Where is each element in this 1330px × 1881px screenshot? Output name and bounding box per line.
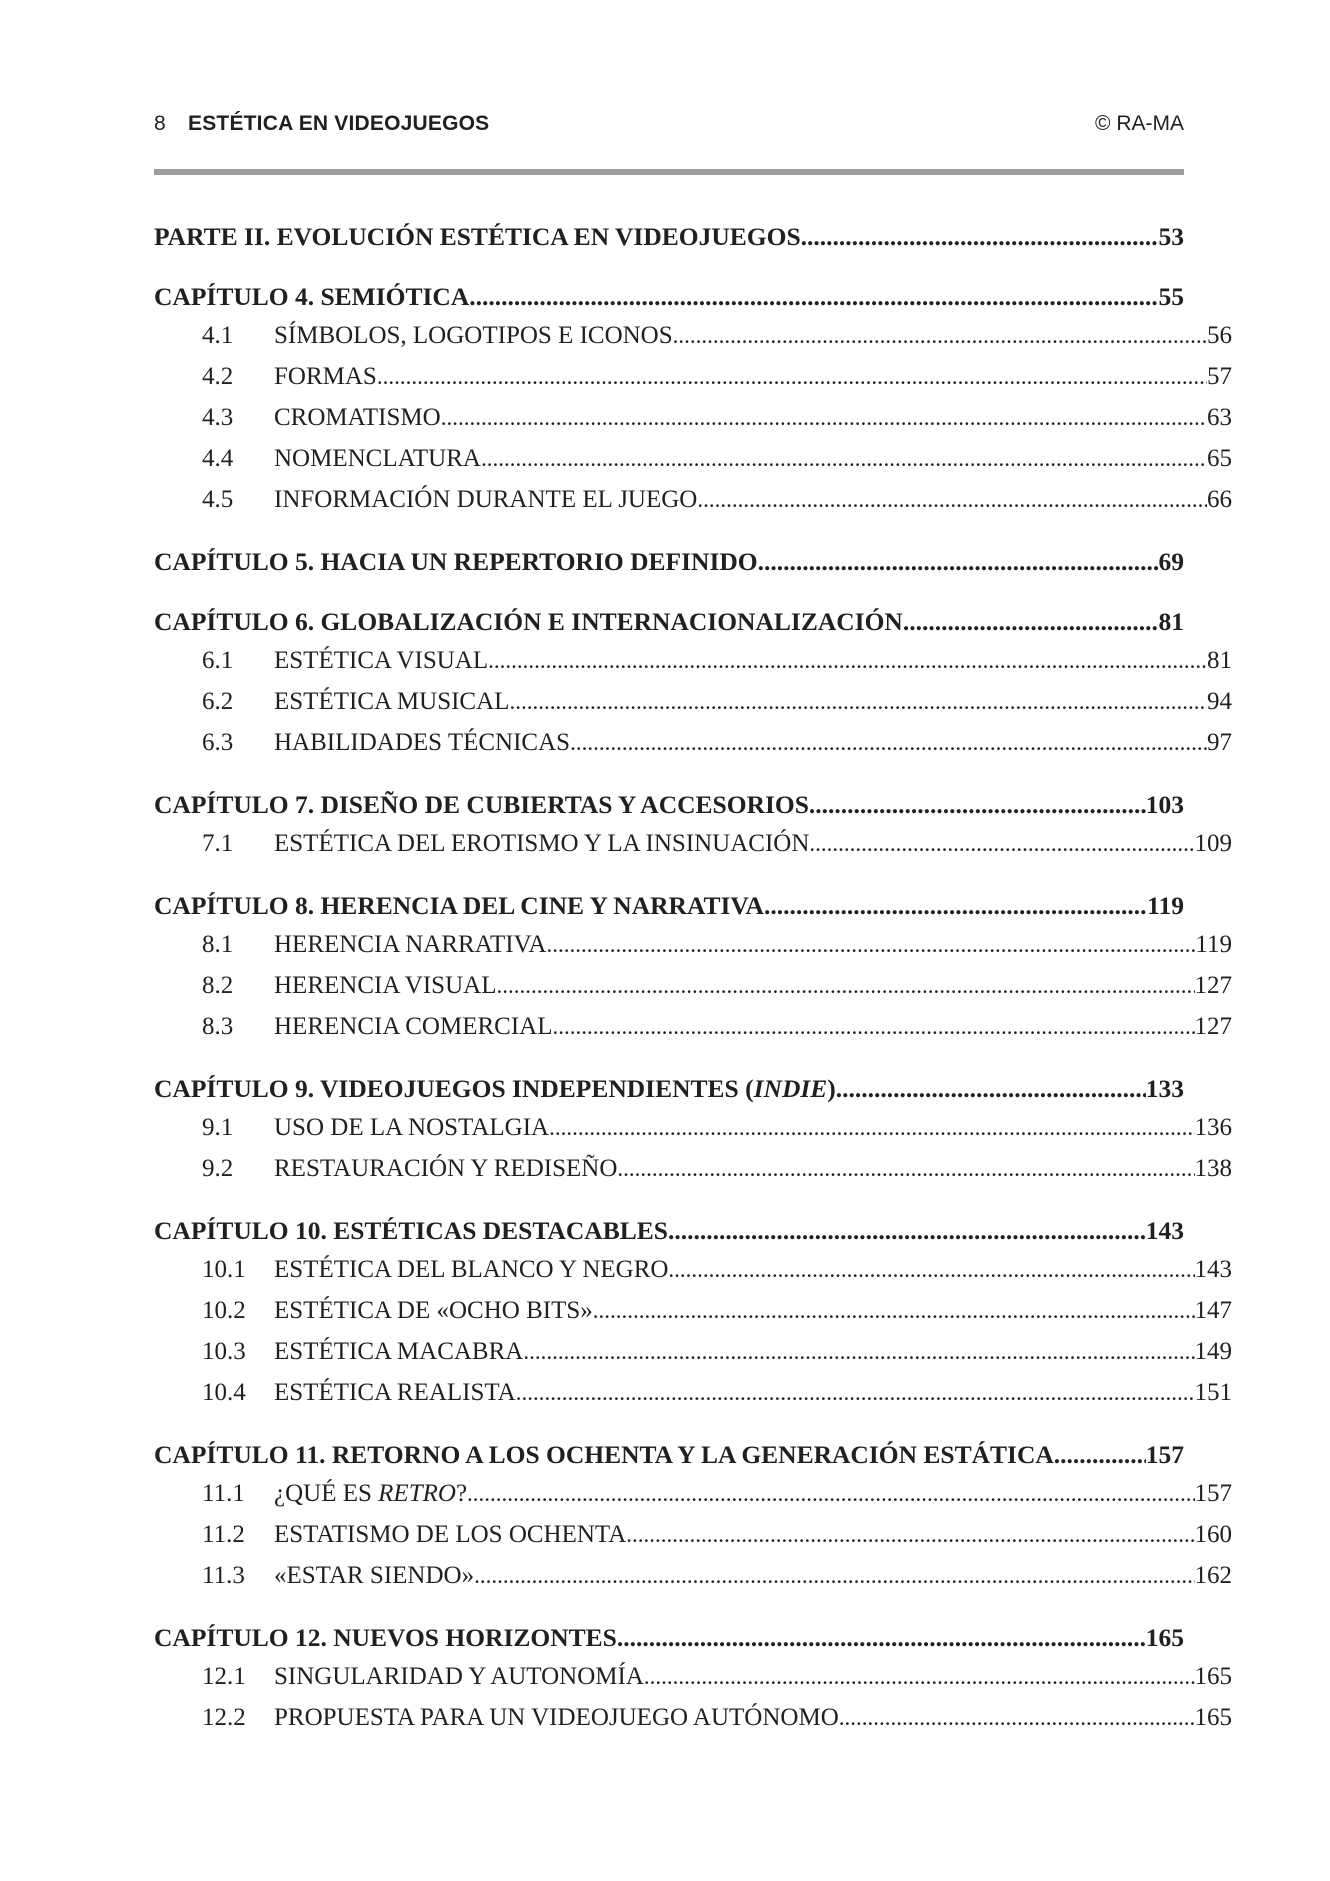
section-title: SÍMBOLOS, LOGOTIPOS E ICONOS — [274, 315, 673, 356]
dot-leader — [668, 1249, 1194, 1290]
dot-leader — [1054, 1436, 1146, 1473]
section-number: 7.1 — [202, 830, 234, 857]
dot-leader — [546, 924, 1195, 965]
section-page: 151 — [1195, 1372, 1233, 1413]
toc-section-entry — [154, 315, 1232, 356]
section-page: 157 — [1195, 1473, 1233, 1514]
section-number: 4.2 — [202, 363, 234, 390]
section-page: 97 — [1207, 722, 1232, 763]
dot-leader — [617, 1619, 1146, 1656]
toc-section-entry — [154, 640, 1232, 681]
toc-section-entry — [154, 356, 1232, 397]
chapter-page: 157 — [1146, 1436, 1184, 1473]
toc-chapter-entry — [154, 278, 1184, 315]
dot-leader — [673, 315, 1207, 356]
section-page: 149 — [1195, 1331, 1233, 1372]
section-title: HERENCIA COMERCIAL — [274, 1006, 552, 1047]
section-number: 12.1 — [202, 1663, 246, 1690]
chapter-title: CAPÍTULO 4. SEMIÓTICA — [154, 278, 469, 315]
section-page: 81 — [1207, 640, 1232, 681]
toc-section-entry — [154, 1697, 1232, 1738]
toc-section-entry — [154, 479, 1232, 520]
header-rule — [154, 169, 1184, 175]
toc-chapter-entry — [154, 543, 1184, 580]
chapter-title: CAPÍTULO 5. HACIA UN REPERTORIO DEFINIDO — [154, 543, 758, 580]
section-page: 165 — [1195, 1656, 1233, 1697]
toc-section-entry — [154, 722, 1232, 763]
dot-leader — [516, 1372, 1195, 1413]
toc-section-entry — [154, 924, 1232, 965]
chapter-title: CAPÍTULO 9. VIDEOJUEGOS INDEPENDIENTES (INDIE) — [154, 1070, 836, 1107]
dot-leader — [481, 438, 1207, 479]
toc-chapter-entry — [154, 1619, 1184, 1656]
section-number: 6.3 — [202, 729, 234, 756]
toc-chapter-entry — [154, 1436, 1184, 1473]
chapter-title: CAPÍTULO 8. HERENCIA DEL CINE Y NARRATIVA — [154, 887, 764, 924]
section-title: HABILIDADES TÉCNICAS — [274, 722, 570, 763]
toc-section-entry — [154, 1555, 1232, 1596]
chapter-page: 81 — [1159, 603, 1185, 640]
toc-section-entry — [154, 1006, 1232, 1047]
toc-chapter-entry — [154, 1070, 1184, 1107]
section-title: USO DE LA NOSTALGIA — [274, 1107, 549, 1148]
toc-chapter-entry — [154, 786, 1184, 823]
toc-chapter-entry — [154, 887, 1184, 924]
dot-leader — [474, 1555, 1194, 1596]
chapter-title: CAPÍTULO 11. RETORNO A LOS OCHENTA Y LA GENERACIÓN ESTÁTICA — [154, 1436, 1054, 1473]
dot-leader — [469, 278, 1158, 315]
section-title: RESTAURACIÓN Y REDISEÑO — [274, 1148, 617, 1189]
section-number: 11.2 — [202, 1521, 245, 1548]
table-of-contents — [154, 218, 1232, 1738]
section-page: 136 — [1195, 1107, 1233, 1148]
toc-chapter-entry — [154, 218, 1184, 255]
chapter-page: 103 — [1146, 786, 1184, 823]
section-number: 4.3 — [202, 404, 234, 431]
chapter-page: 119 — [1147, 887, 1184, 924]
section-number: 4.5 — [202, 486, 234, 513]
section-number: 6.1 — [202, 647, 234, 674]
section-page: 94 — [1207, 681, 1232, 722]
toc-section-entry — [154, 1514, 1232, 1555]
dot-leader — [809, 786, 1146, 823]
dot-leader — [903, 603, 1159, 640]
section-title: NOMENCLATURA — [274, 438, 481, 479]
section-number: 8.3 — [202, 1013, 234, 1040]
section-page: 109 — [1195, 823, 1233, 864]
section-page: 127 — [1195, 1006, 1233, 1047]
section-title: INFORMACIÓN DURANTE EL JUEGO — [274, 479, 697, 520]
section-page: 57 — [1207, 356, 1232, 397]
chapter-page: 133 — [1146, 1070, 1184, 1107]
dot-leader — [549, 1107, 1194, 1148]
dot-leader — [668, 1212, 1146, 1249]
dot-leader — [467, 1473, 1194, 1514]
publisher-copyright: © RA-MA — [1095, 112, 1184, 135]
section-number: 10.3 — [202, 1338, 246, 1365]
section-page: 160 — [1195, 1514, 1233, 1555]
toc-section-entry — [154, 681, 1232, 722]
section-title: ESTÉTICA DE «OCHO BITS» — [274, 1290, 593, 1331]
dot-leader — [570, 722, 1207, 763]
dot-leader — [764, 887, 1147, 924]
section-number: 8.2 — [202, 972, 234, 999]
dot-leader — [626, 1514, 1194, 1555]
section-number: 4.1 — [202, 322, 234, 349]
chapter-title: CAPÍTULO 12. NUEVOS HORIZONTES — [154, 1619, 617, 1656]
section-title: CROMATISMO — [274, 397, 441, 438]
section-title: ¿QUÉ ES RETRO? — [274, 1473, 467, 1514]
dot-leader — [617, 1148, 1194, 1189]
dot-leader — [809, 823, 1194, 864]
toc-section-entry — [154, 965, 1232, 1006]
section-title: HERENCIA VISUAL — [274, 965, 496, 1006]
running-header — [154, 108, 1184, 142]
toc-section-entry — [154, 1107, 1232, 1148]
toc-section-entry — [154, 397, 1232, 438]
section-number: 8.1 — [202, 931, 234, 958]
page-number: 8 — [154, 112, 166, 135]
toc-chapter-entry — [154, 1212, 1184, 1249]
dot-leader — [758, 543, 1159, 580]
section-number: 9.1 — [202, 1114, 234, 1141]
dot-leader — [377, 356, 1207, 397]
dot-leader — [836, 1070, 1146, 1107]
dot-leader — [496, 965, 1194, 1006]
section-title: ESTÉTICA REALISTA — [274, 1372, 516, 1413]
section-number: 10.2 — [202, 1297, 246, 1324]
section-number: 11.3 — [202, 1562, 245, 1589]
toc-section-entry — [154, 1372, 1232, 1413]
section-title: ESTÉTICA MACABRA — [274, 1331, 523, 1372]
chapter-title: CAPÍTULO 6. GLOBALIZACIÓN E INTERNACIONALIZACIÓN — [154, 603, 903, 640]
chapter-page: 55 — [1159, 278, 1185, 315]
section-number: 6.2 — [202, 688, 234, 715]
toc-section-entry — [154, 823, 1232, 864]
section-title: SINGULARIDAD Y AUTONOMÍA — [274, 1656, 644, 1697]
section-page: 63 — [1207, 397, 1232, 438]
section-page: 127 — [1195, 965, 1233, 1006]
section-page: 65 — [1207, 438, 1232, 479]
section-page: 147 — [1195, 1290, 1233, 1331]
section-title: FORMAS — [274, 356, 377, 397]
section-page: 138 — [1195, 1148, 1233, 1189]
dot-leader — [644, 1656, 1195, 1697]
toc-section-entry — [154, 1290, 1232, 1331]
book-title: ESTÉTICA EN VIDEOJUEGOS — [188, 112, 490, 135]
section-number: 10.1 — [202, 1256, 246, 1283]
section-title: HERENCIA NARRATIVA — [274, 924, 546, 965]
toc-chapter-entry — [154, 603, 1184, 640]
section-page: 165 — [1195, 1697, 1233, 1738]
section-page: 119 — [1195, 924, 1232, 965]
chapter-page: 165 — [1146, 1619, 1184, 1656]
section-number: 4.4 — [202, 445, 234, 472]
dot-leader — [801, 218, 1159, 255]
dot-leader — [523, 1331, 1194, 1372]
dot-leader — [839, 1697, 1195, 1738]
dot-leader — [488, 640, 1207, 681]
section-title: «ESTAR SIENDO» — [274, 1555, 474, 1596]
dot-leader — [552, 1006, 1194, 1047]
toc-section-entry — [154, 438, 1232, 479]
section-title: ESTÉTICA DEL EROTISMO Y LA INSINUACIÓN — [274, 823, 809, 864]
section-title: ESTÉTICA MUSICAL — [274, 681, 509, 722]
dot-leader — [593, 1290, 1195, 1331]
section-title: ESTÉTICA DEL BLANCO Y NEGRO — [274, 1249, 668, 1290]
chapter-title: PARTE II. EVOLUCIÓN ESTÉTICA EN VIDEOJUEGOS — [154, 218, 801, 255]
chapter-title: CAPÍTULO 10. ESTÉTICAS DESTACABLES — [154, 1212, 668, 1249]
section-number: 12.2 — [202, 1704, 246, 1731]
toc-section-entry — [154, 1656, 1232, 1697]
toc-section-entry — [154, 1148, 1232, 1189]
toc-section-entry — [154, 1249, 1232, 1290]
dot-leader — [509, 681, 1207, 722]
toc-section-entry — [154, 1473, 1232, 1514]
dot-leader — [441, 397, 1207, 438]
toc-section-entry — [154, 1331, 1232, 1372]
dot-leader — [697, 479, 1207, 520]
section-title: ESTATISMO DE LOS OCHENTA — [274, 1514, 626, 1555]
section-page: 66 — [1207, 479, 1232, 520]
chapter-page: 143 — [1146, 1212, 1184, 1249]
section-title: ESTÉTICA VISUAL — [274, 640, 488, 681]
chapter-title: CAPÍTULO 7. DISEÑO DE CUBIERTAS Y ACCESORIOS — [154, 786, 809, 823]
section-page: 56 — [1207, 315, 1232, 356]
section-number: 10.4 — [202, 1379, 246, 1406]
section-number: 9.2 — [202, 1155, 234, 1182]
section-page: 162 — [1195, 1555, 1233, 1596]
section-page: 143 — [1195, 1249, 1233, 1290]
chapter-page: 53 — [1159, 218, 1185, 255]
chapter-page: 69 — [1159, 543, 1185, 580]
section-number: 11.1 — [202, 1480, 245, 1507]
section-title: PROPUESTA PARA UN VIDEOJUEGO AUTÓNOMO — [274, 1697, 839, 1738]
